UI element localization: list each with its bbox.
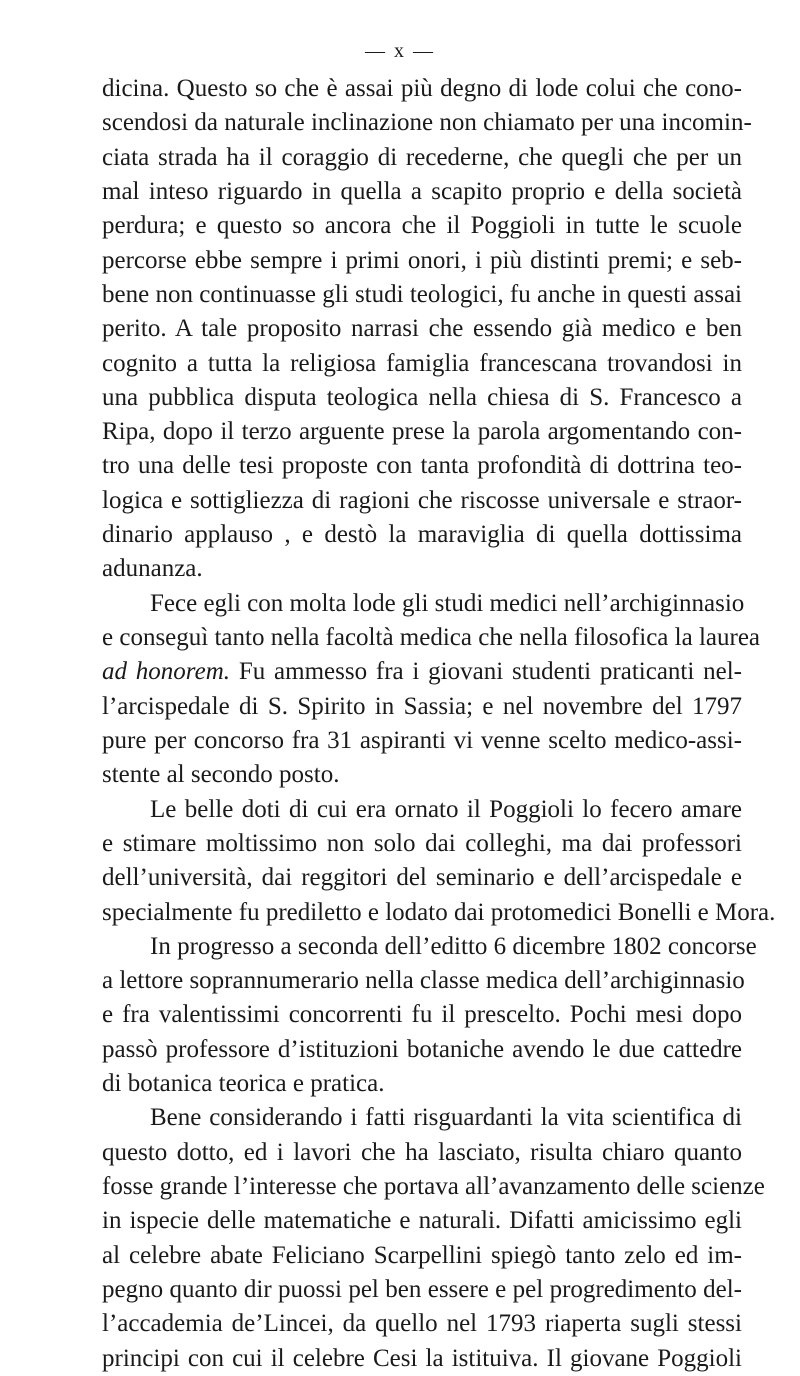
text-line: specialmente fu prediletto e lodato dai protomedici Bonelli e Mora. [102,898,776,926]
text-line: percorse ebbe sempre i primi onori, i più distinti premi; e seb- [102,246,742,274]
page-number: — x — [365,40,435,62]
text-line [102,655,742,689]
text-line: di botanica teorica e pratica. [102,1070,385,1098]
body-text [102,72,776,1376]
text-line: a lettore soprannumerario nella classe medica dell’archiginnasio [102,967,745,995]
text-line: fosse grande l’interesse che portava all’avanzamento delle scienze [102,1173,765,1200]
text-fragment: Fu ammesso fra i giovani studenti praticanti nel- [230,658,742,686]
text-line: questo dotto, ed i lavori che ha lasciato, risulta chiaro quanto [102,1138,742,1166]
text-line: perdura; e questo so ancora che il Poggioli in tutte le scuole [102,212,742,240]
text-line: l’accademia de’Lincei, da quello nel 1793 riaperta sugli stessi [102,1310,742,1338]
text-line: e fra valentissimi concorrenti fu il prescelto. Pochi mesi dopo [102,1001,742,1029]
text-line: Fece egli con molta lode gli studi medici nell’archiginnasio [150,589,745,617]
italic-phrase: ad honorem. [102,658,231,686]
text-line: Ripa, dopo il terzo arguente prese la parola argomentando con- [102,418,742,446]
text-line: l’arcispedale di S. Spirito in Sassia; e nel novembre del 1797 [102,692,742,720]
text-line: pure per concorso fra 31 aspiranti vi venne scelto medico-assi- [102,726,742,754]
text-line: Le belle doti di cui era ornato il Poggioli lo fecero amare [150,795,742,823]
text-line: mal inteso riguardo in quella a scapito proprio e della società [102,177,742,205]
text-line: cognito a tutta la religiosa famiglia francescana trovandosi in [102,349,742,377]
text-line: in ispecie delle matematiche e naturali. Difatti amicissimo egli [102,1207,742,1235]
text-line: dicina. Questo so che è assai più degno di lode colui che cono- [102,75,742,102]
text-line: al celebre abate Feliciano Scarpellini spiegò tanto zelo ed im- [102,1241,742,1269]
text-line: principi con cui il celebre Cesi la istituiva. Il giovane Poggioli [102,1344,742,1372]
text-line: e stimare moltissimo non solo dai colleghi, ma dai professori [102,829,742,857]
text-line: e conseguì tanto nella facoltà medica che nella filosofica la laurea [102,624,761,651]
text-line: una pubblica disputa teologica nella chiesa di S. Francesco a [102,383,742,411]
text-line: Bene considerando i fatti risguardanti la vita scientifica di [150,1104,742,1132]
text-line: dell’università, dai reggitori del seminario e dell’arcispedale e [102,864,742,892]
text-line: pegno quanto dir puossi pel ben essere e pel progredimento del- [102,1275,742,1303]
text-line: dinario applauso , e destò la maraviglia di quella dottissima [102,521,742,549]
text-line: logica e sottigliezza di ragioni che riscosse universale e straor- [102,486,742,514]
text-line: ciata strada ha il coraggio di recederne, che quegli che per un [102,143,742,171]
text-line: perito. A tale proposito narrasi che essendo già medico e ben [102,315,742,343]
text-line: scendosi da naturale inclinazione non chiamato per una incomin- [102,109,752,137]
text-line: bene non continuasse gli studi teologici, fu anche in questi assai [102,280,742,308]
text-line: stente al secondo posto. [102,761,340,789]
text-line: passò professore d’istituzioni botaniche avendo le due cattedre [102,1035,742,1063]
text-line: tro una delle tesi proposte con tanta profondità di dottrina teo- [102,452,742,480]
text-line: adunanza. [102,555,203,583]
text-line: In progresso a seconda dell’editto 6 dicembre 1802 concorse [150,932,757,960]
